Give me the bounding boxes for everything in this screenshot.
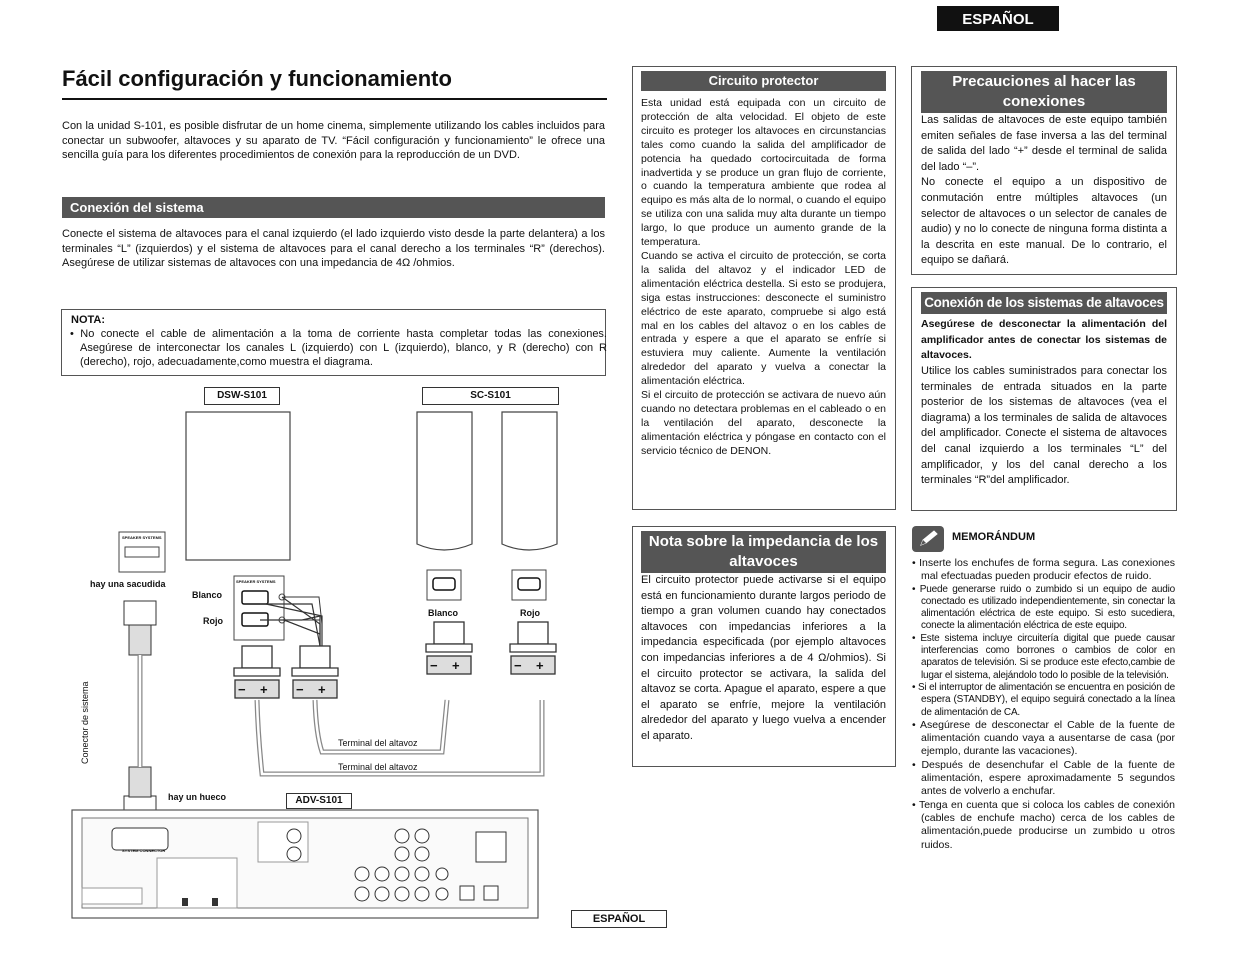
connection-diagram-svg — [62, 384, 607, 924]
precauciones-heading: Precauciones al hacer las conexiones — [921, 71, 1167, 113]
speakers-model-label: SC-S101 — [422, 387, 559, 405]
circuito-heading: Circuito protector — [641, 71, 886, 91]
impedancia-heading: Nota sobre la impedancia de los altavoces — [641, 531, 886, 573]
svg-text:−: − — [238, 682, 246, 697]
note-box — [61, 309, 606, 376]
protrusion-label: hay una sacudida — [90, 579, 166, 589]
memorandum-item: • Este sistema incluye circuitería digital que puede causar interferencias como borrones o cambios de color en aparatos de televisión. Si se produce este efecto,cambie de lugar el sistema, alejándolo todo lo posible de la televisión. — [912, 632, 1175, 681]
memorandum-item: • Asegúrese de desconectar el Cable de la fuente de alimentación cuando vaya a ausentarse de casa (por ejemplo, durante las vacaciones). — [912, 718, 1175, 758]
precauciones-text: Las salidas de altavoces de este equipo también emiten señales de fase inversa a las del terminal de salida del lado “+” desde el terminal de salida del lado “–”. No conecte el equipo a un dispositivo de conmutación entre múltiples altavoces (un selector de altavoces o un selector de canales de audio) y no lo conecte de ninguna forma distinta a la descrita en este manual. De lo contrario, el equipo se dañará. — [921, 114, 1167, 267]
section-paragraph: Conecte el sistema de altavoces para el canal izquierdo (el lado izquierdo visto desde la parte delantera) a los terminales “L” (izquierdos) y el sistema de altavoces para el canal derecho a los terminales “R” (derechos). Asegúrese de utilizar sistemas de altavoces con una impedancia de 4Ω /ohmios. — [62, 228, 605, 269]
system-connector-cable-label: Conector de sistema — [80, 681, 90, 764]
language-tab: ESPAÑOL — [937, 6, 1059, 31]
subwoofer-model-label: DSW-S101 — [204, 387, 280, 405]
footer-language-label: ESPAÑOL — [571, 910, 667, 928]
svg-text:+: + — [260, 682, 268, 697]
conexion-altavoces-heading: Conexión de los sistemas de altavoces — [921, 292, 1167, 314]
circuito-text: Esta unidad está equipada con un circuito de protección de alta velocidad. El objeto de este circuito es proteger los altavoces en circunstancias tales como cuando la salida del amplificador de potencia ha quedado cortocircuitada de forma inadvertida y se produce un gran flujo de corriente, o cuando la temperatura ambiente que rodea al equipo es más alta de lo normal, o cuando el equipo se utiliza con una salida muy alta durante un tiempo largo, lo que produce un aumento grande de la temperatura. Cuando se activa el circuito de protección, se corta la salida del altavoz y el indicador LED de alimentación eléctrica destella. Si esto se produjera, siga estas instrucciones: desconecte el suministro eléctrico de este aparato, compruebe si algo está mal en los cables del altavoz o en los cables de entrada y espere a que el aparato se enfríe si estuviera muy caliente. Aumente la ventilación alrededor del aparato y vuelva a conectar la alimentación eléctrica. Si el circuito de protección se activara de nuevo aún cuando no detectara problemas en el cableado o en la ventilación del aparato, desconecte la alimentación eléctrica y póngase en contacto con el servicio técnico de DENON. — [641, 97, 886, 457]
speaker-systems-panel-text: SPEAKER SYSTEMS — [122, 535, 162, 540]
red-label-speaker: Rojo — [520, 608, 540, 618]
memorandum-title: MEMORÁNDUM — [952, 531, 1036, 543]
memorandum-item: • Después de desenchufar el Cable de la fuente de alimentación, espere aproximadamente 5 segundos antes de volverlo a enchufar. — [912, 758, 1175, 798]
conexion-altavoces-text: Utilice los cables suministrados para conectar los terminales de entrada situados en la parte posterior de los sistemas de altavoces (vea el diagrama) a los terminales de salida de altavoces del amplificador. Conecte el sistema de altavoces del canal izquierdo a los terminales “L” del amplificador, y los del canal derecho a los terminales “R”del amplificador. — [921, 365, 1167, 487]
red-label-sub: Rojo — [203, 616, 223, 626]
white-label-sub: Blanco — [192, 590, 223, 600]
hole-label: hay un hueco — [168, 792, 227, 802]
svg-text:+: + — [536, 658, 544, 673]
circuito-box — [632, 66, 896, 510]
note-text: • No conecte el cable de alimentación a la toma de corriente hasta completar todas las conexiones. Asegúrese de interconectar los canales L (izquierdo) con L (izquierdo), blanco, y R (derecho) con R (derecho), rojo, adecuadamente,como muestra el diagrama. — [70, 328, 607, 368]
white-label-speaker: Blanco — [428, 608, 459, 618]
speaker-terminal-label-1: Terminal del altavoz — [338, 738, 418, 748]
connection-diagram — [62, 384, 607, 924]
conexion-altavoces-bold-text: Asegúrese de desconectar la alimentación del amplificador antes de conectar los sistemas de altavoces. — [921, 318, 1167, 362]
pencil-icon — [912, 526, 944, 552]
svg-text:+: + — [318, 682, 326, 697]
memorandum-list — [912, 557, 1175, 852]
note-title: NOTA: — [71, 314, 106, 326]
memorandum-item: • Si el interruptor de alimentación se encuentra en posición de espera (STANDBY), el equipo seguirá conectado a la línea de alimentación de CA. — [912, 681, 1175, 718]
system-connector-panel-text: SYSTEM CONNECTOR — [122, 848, 166, 853]
impedancia-box — [632, 526, 896, 767]
svg-text:−: − — [296, 682, 304, 697]
receiver-model-label: ADV-S101 — [286, 793, 352, 809]
conexion-altavoces-box — [911, 287, 1177, 511]
svg-text:−: − — [514, 658, 522, 673]
svg-text:+: + — [452, 658, 460, 673]
memorandum-item: • Puede generarse ruido o zumbido si un equipo de audio conectado es utilizado independientemente, sin conectar la alimentación eléctrica de este equipo. Si esto sucediera, conecte la alimentación eléctrica de este equipo. — [912, 583, 1175, 632]
memorandum-item: • Inserte los enchufes de forma segura. Las conexiones mal efectuadas pueden producir efectos de ruido. — [912, 557, 1175, 583]
memorandum-item: • Tenga en cuenta que si coloca los cables de conexión (cables de enchufe macho) cerca de los cables de alimentación,puede producirse un zumbido u otros ruidos. — [912, 798, 1175, 851]
sub-panel-text: SPEAKER SYSTEMS — [236, 579, 276, 584]
intro-paragraph: Con la unidad S-101, es posible disfrutar de un home cinema, simplemente utilizando los cables incluidos para conectar un subwoofer, altavoces y su aparato de TV. “Fácil configuración y funcionamiento” le ofrece una sencilla guía para los diferentes procedimientos de conexión para la reproducción de un DVD. — [62, 120, 605, 161]
page-title: Fácil configuración y funcionamiento — [62, 66, 607, 100]
speaker-terminal-label-2: Terminal del altavoz — [338, 762, 418, 772]
section-heading-conexion: Conexión del sistema — [62, 197, 605, 218]
svg-text:−: − — [430, 658, 438, 673]
impedancia-text: El circuito protector puede activarse si el equipo está en funcionamiento durante largos periodo de tiempo a gran volumen cuando hay conectados altavoces con impedancias inferiores a la impedancia especificada (por ejemplo altavoces con impedancias inferiores a de 4 Ω/ohmios). Si el circuito protector se activara, la salida del altavoz se corta. Apague el aparato, espere a que el aparato se enfríe, mejore la ventilación alrededor del aparato y luego vuelva a encender el aparato. — [641, 574, 886, 742]
precauciones-box — [911, 66, 1177, 275]
